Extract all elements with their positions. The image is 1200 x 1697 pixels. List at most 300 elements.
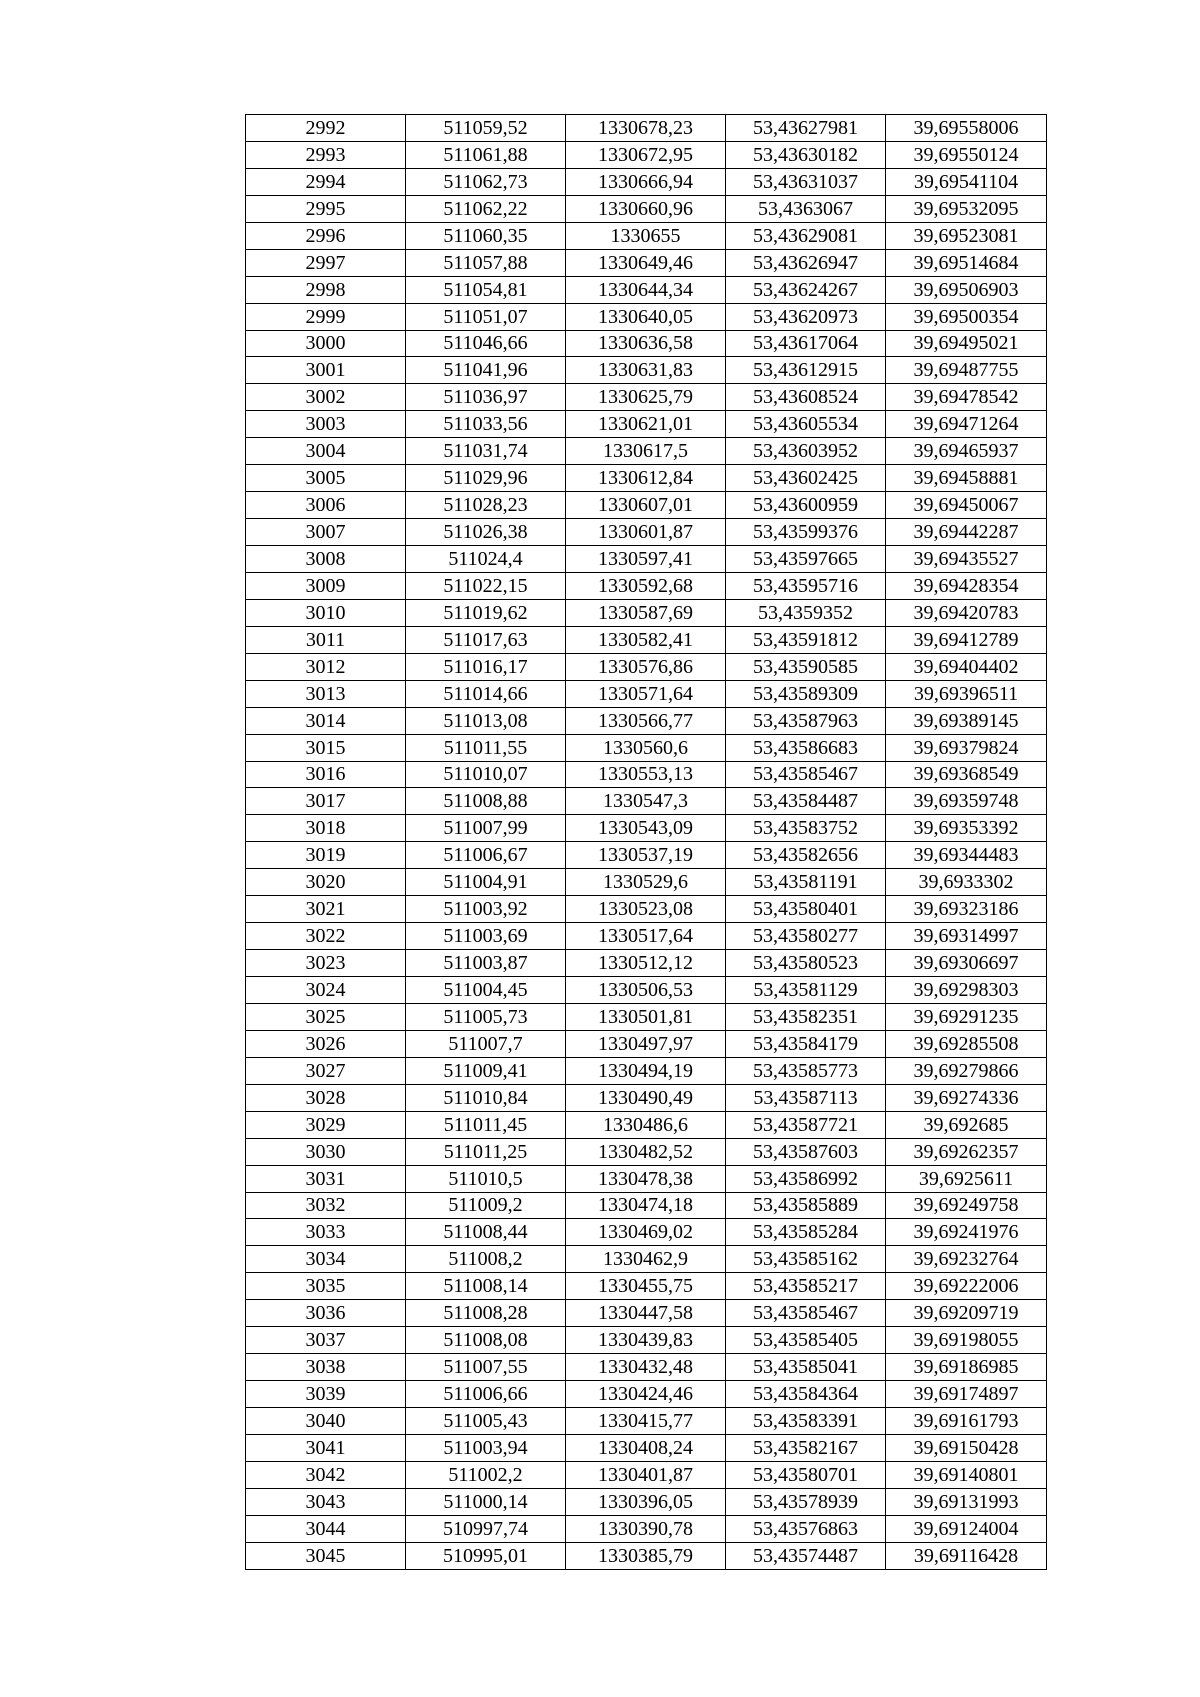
- table-row: [246, 546, 1047, 573]
- y-coordinate-cell: 1330631,83: [566, 357, 726, 384]
- latitude-cell: 53,43624267: [726, 276, 886, 303]
- y-coordinate-cell: 1330390,78: [566, 1515, 726, 1542]
- table-row: [246, 1246, 1047, 1273]
- table-row: [246, 950, 1047, 977]
- longitude-cell: 39,69442287: [886, 519, 1047, 546]
- table-row: [246, 869, 1047, 896]
- table-row: [246, 222, 1047, 249]
- table-row: [246, 761, 1047, 788]
- latitude-cell: 53,43574487: [726, 1542, 886, 1569]
- x-coordinate-cell: 511007,7: [406, 1030, 566, 1057]
- latitude-cell: 53,43585773: [726, 1057, 886, 1084]
- x-coordinate-cell: 511011,45: [406, 1111, 566, 1138]
- longitude-cell: 39,69274336: [886, 1084, 1047, 1111]
- point-number-cell: 3021: [246, 896, 406, 923]
- y-coordinate-cell: 1330560,6: [566, 734, 726, 761]
- table-row: [246, 1111, 1047, 1138]
- x-coordinate-cell: 510997,74: [406, 1515, 566, 1542]
- x-coordinate-cell: 511029,96: [406, 465, 566, 492]
- table-row: [246, 438, 1047, 465]
- y-coordinate-cell: 1330490,49: [566, 1084, 726, 1111]
- longitude-cell: 39,69344483: [886, 842, 1047, 869]
- table-row: [246, 1138, 1047, 1165]
- latitude-cell: 53,43600959: [726, 492, 886, 519]
- longitude-cell: 39,69500354: [886, 303, 1047, 330]
- longitude-cell: 39,69471264: [886, 411, 1047, 438]
- x-coordinate-cell: 511008,28: [406, 1300, 566, 1327]
- point-number-cell: 3031: [246, 1165, 406, 1192]
- latitude-cell: 53,43587963: [726, 707, 886, 734]
- x-coordinate-cell: 511062,73: [406, 168, 566, 195]
- point-number-cell: 3013: [246, 680, 406, 707]
- coordinates-table-body: [246, 115, 1047, 1570]
- latitude-cell: 53,43580523: [726, 950, 886, 977]
- x-coordinate-cell: 511010,07: [406, 761, 566, 788]
- latitude-cell: 53,43585467: [726, 761, 886, 788]
- latitude-cell: 53,43586992: [726, 1165, 886, 1192]
- x-coordinate-cell: 511000,14: [406, 1488, 566, 1515]
- longitude-cell: 39,69506903: [886, 276, 1047, 303]
- y-coordinate-cell: 1330537,19: [566, 842, 726, 869]
- latitude-cell: 53,43584364: [726, 1381, 886, 1408]
- x-coordinate-cell: 511009,41: [406, 1057, 566, 1084]
- point-number-cell: 2999: [246, 303, 406, 330]
- table-row: [246, 357, 1047, 384]
- point-number-cell: 3023: [246, 950, 406, 977]
- longitude-cell: 39,69514684: [886, 249, 1047, 276]
- table-row: [246, 465, 1047, 492]
- longitude-cell: 39,69541104: [886, 168, 1047, 195]
- table-row: [246, 707, 1047, 734]
- longitude-cell: 39,69389145: [886, 707, 1047, 734]
- y-coordinate-cell: 1330655: [566, 222, 726, 249]
- y-coordinate-cell: 1330644,34: [566, 276, 726, 303]
- longitude-cell: 39,69291235: [886, 1003, 1047, 1030]
- table-row: [246, 303, 1047, 330]
- latitude-cell: 53,43626947: [726, 249, 886, 276]
- table-row: [246, 815, 1047, 842]
- latitude-cell: 53,43585467: [726, 1300, 886, 1327]
- table-row: [246, 788, 1047, 815]
- x-coordinate-cell: 511019,62: [406, 599, 566, 626]
- y-coordinate-cell: 1330678,23: [566, 115, 726, 142]
- table-row: [246, 1192, 1047, 1219]
- longitude-cell: 39,69298303: [886, 977, 1047, 1004]
- y-coordinate-cell: 1330432,48: [566, 1354, 726, 1381]
- x-coordinate-cell: 511006,67: [406, 842, 566, 869]
- y-coordinate-cell: 1330576,86: [566, 653, 726, 680]
- latitude-cell: 53,43587603: [726, 1138, 886, 1165]
- point-number-cell: 3008: [246, 546, 406, 573]
- x-coordinate-cell: 511057,88: [406, 249, 566, 276]
- longitude-cell: 39,69306697: [886, 950, 1047, 977]
- longitude-cell: 39,69232764: [886, 1246, 1047, 1273]
- x-coordinate-cell: 511010,84: [406, 1084, 566, 1111]
- point-number-cell: 3038: [246, 1354, 406, 1381]
- y-coordinate-cell: 1330621,01: [566, 411, 726, 438]
- table-row: [246, 384, 1047, 411]
- y-coordinate-cell: 1330497,97: [566, 1030, 726, 1057]
- y-coordinate-cell: 1330601,87: [566, 519, 726, 546]
- latitude-cell: 53,43580401: [726, 896, 886, 923]
- longitude-cell: 39,69379824: [886, 734, 1047, 761]
- point-number-cell: 2994: [246, 168, 406, 195]
- latitude-cell: 53,43590585: [726, 653, 886, 680]
- point-number-cell: 3018: [246, 815, 406, 842]
- latitude-cell: 53,43605534: [726, 411, 886, 438]
- longitude-cell: 39,69404402: [886, 653, 1047, 680]
- x-coordinate-cell: 511003,69: [406, 923, 566, 950]
- longitude-cell: 39,69412789: [886, 626, 1047, 653]
- longitude-cell: 39,69450067: [886, 492, 1047, 519]
- point-number-cell: 3032: [246, 1192, 406, 1219]
- point-number-cell: 3016: [246, 761, 406, 788]
- x-coordinate-cell: 511005,43: [406, 1408, 566, 1435]
- x-coordinate-cell: 511060,35: [406, 222, 566, 249]
- latitude-cell: 53,43620973: [726, 303, 886, 330]
- y-coordinate-cell: 1330482,52: [566, 1138, 726, 1165]
- x-coordinate-cell: 511008,44: [406, 1219, 566, 1246]
- longitude-cell: 39,69131993: [886, 1488, 1047, 1515]
- point-number-cell: 3002: [246, 384, 406, 411]
- y-coordinate-cell: 1330447,58: [566, 1300, 726, 1327]
- latitude-cell: 53,43587721: [726, 1111, 886, 1138]
- longitude-cell: 39,69262357: [886, 1138, 1047, 1165]
- x-coordinate-cell: 511022,15: [406, 572, 566, 599]
- longitude-cell: 39,69353392: [886, 815, 1047, 842]
- x-coordinate-cell: 511016,17: [406, 653, 566, 680]
- point-number-cell: 3039: [246, 1381, 406, 1408]
- table-row: [246, 923, 1047, 950]
- point-number-cell: 2998: [246, 276, 406, 303]
- x-coordinate-cell: 511041,96: [406, 357, 566, 384]
- table-row: [246, 276, 1047, 303]
- x-coordinate-cell: 511017,63: [406, 626, 566, 653]
- latitude-cell: 53,43582167: [726, 1434, 886, 1461]
- table-row: [246, 1030, 1047, 1057]
- longitude-cell: 39,69124004: [886, 1515, 1047, 1542]
- latitude-cell: 53,4363067: [726, 195, 886, 222]
- x-coordinate-cell: 511024,4: [406, 546, 566, 573]
- point-number-cell: 2997: [246, 249, 406, 276]
- x-coordinate-cell: 511003,94: [406, 1434, 566, 1461]
- point-number-cell: 3011: [246, 626, 406, 653]
- table-row: [246, 1003, 1047, 1030]
- y-coordinate-cell: 1330424,46: [566, 1381, 726, 1408]
- longitude-cell: 39,69550124: [886, 141, 1047, 168]
- x-coordinate-cell: 511054,81: [406, 276, 566, 303]
- longitude-cell: 39,69465937: [886, 438, 1047, 465]
- x-coordinate-cell: 511008,14: [406, 1273, 566, 1300]
- latitude-cell: 53,43591812: [726, 626, 886, 653]
- latitude-cell: 53,43586683: [726, 734, 886, 761]
- table-row: [246, 1515, 1047, 1542]
- point-number-cell: 3035: [246, 1273, 406, 1300]
- point-number-cell: 3025: [246, 1003, 406, 1030]
- point-number-cell: 3009: [246, 572, 406, 599]
- y-coordinate-cell: 1330415,77: [566, 1408, 726, 1435]
- latitude-cell: 53,43582351: [726, 1003, 886, 1030]
- y-coordinate-cell: 1330547,3: [566, 788, 726, 815]
- latitude-cell: 53,43585284: [726, 1219, 886, 1246]
- table-row: [246, 115, 1047, 142]
- latitude-cell: 53,43631037: [726, 168, 886, 195]
- y-coordinate-cell: 1330501,81: [566, 1003, 726, 1030]
- y-coordinate-cell: 1330649,46: [566, 249, 726, 276]
- y-coordinate-cell: 1330506,53: [566, 977, 726, 1004]
- y-coordinate-cell: 1330494,19: [566, 1057, 726, 1084]
- y-coordinate-cell: 1330408,24: [566, 1434, 726, 1461]
- x-coordinate-cell: 510995,01: [406, 1542, 566, 1569]
- point-number-cell: 3017: [246, 788, 406, 815]
- y-coordinate-cell: 1330672,95: [566, 141, 726, 168]
- longitude-cell: 39,69323186: [886, 896, 1047, 923]
- point-number-cell: 2995: [246, 195, 406, 222]
- point-number-cell: 3045: [246, 1542, 406, 1569]
- x-coordinate-cell: 511004,45: [406, 977, 566, 1004]
- latitude-cell: 53,43581129: [726, 977, 886, 1004]
- latitude-cell: 53,4359352: [726, 599, 886, 626]
- table-row: [246, 1057, 1047, 1084]
- point-number-cell: 3006: [246, 492, 406, 519]
- x-coordinate-cell: 511062,22: [406, 195, 566, 222]
- point-number-cell: 2992: [246, 115, 406, 142]
- x-coordinate-cell: 511059,52: [406, 115, 566, 142]
- y-coordinate-cell: 1330597,41: [566, 546, 726, 573]
- x-coordinate-cell: 511010,5: [406, 1165, 566, 1192]
- longitude-cell: 39,69209719: [886, 1300, 1047, 1327]
- x-coordinate-cell: 511002,2: [406, 1461, 566, 1488]
- latitude-cell: 53,43578939: [726, 1488, 886, 1515]
- longitude-cell: 39,69279866: [886, 1057, 1047, 1084]
- point-number-cell: 3001: [246, 357, 406, 384]
- latitude-cell: 53,43585217: [726, 1273, 886, 1300]
- x-coordinate-cell: 511031,74: [406, 438, 566, 465]
- y-coordinate-cell: 1330636,58: [566, 330, 726, 357]
- point-number-cell: 3029: [246, 1111, 406, 1138]
- y-coordinate-cell: 1330582,41: [566, 626, 726, 653]
- table-row: [246, 896, 1047, 923]
- x-coordinate-cell: 511007,99: [406, 815, 566, 842]
- latitude-cell: 53,43612915: [726, 357, 886, 384]
- y-coordinate-cell: 1330469,02: [566, 1219, 726, 1246]
- x-coordinate-cell: 511006,66: [406, 1381, 566, 1408]
- table-row: [246, 842, 1047, 869]
- point-number-cell: 2996: [246, 222, 406, 249]
- x-coordinate-cell: 511008,2: [406, 1246, 566, 1273]
- point-number-cell: 3024: [246, 977, 406, 1004]
- y-coordinate-cell: 1330455,75: [566, 1273, 726, 1300]
- y-coordinate-cell: 1330474,18: [566, 1192, 726, 1219]
- x-coordinate-cell: 511004,91: [406, 869, 566, 896]
- x-coordinate-cell: 511003,92: [406, 896, 566, 923]
- longitude-cell: 39,69174897: [886, 1381, 1047, 1408]
- point-number-cell: 3020: [246, 869, 406, 896]
- longitude-cell: 39,69558006: [886, 115, 1047, 142]
- longitude-cell: 39,6933302: [886, 869, 1047, 896]
- y-coordinate-cell: 1330543,09: [566, 815, 726, 842]
- point-number-cell: 3010: [246, 599, 406, 626]
- longitude-cell: 39,69487755: [886, 357, 1047, 384]
- latitude-cell: 53,43585889: [726, 1192, 886, 1219]
- table-row: [246, 572, 1047, 599]
- y-coordinate-cell: 1330587,69: [566, 599, 726, 626]
- y-coordinate-cell: 1330523,08: [566, 896, 726, 923]
- y-coordinate-cell: 1330396,05: [566, 1488, 726, 1515]
- x-coordinate-cell: 511028,23: [406, 492, 566, 519]
- longitude-cell: 39,69116428: [886, 1542, 1047, 1569]
- y-coordinate-cell: 1330566,77: [566, 707, 726, 734]
- longitude-cell: 39,69222006: [886, 1273, 1047, 1300]
- table-row: [246, 195, 1047, 222]
- latitude-cell: 53,43585405: [726, 1327, 886, 1354]
- point-number-cell: 3027: [246, 1057, 406, 1084]
- table-row: [246, 519, 1047, 546]
- point-number-cell: 3019: [246, 842, 406, 869]
- point-number-cell: 3026: [246, 1030, 406, 1057]
- table-row: [246, 330, 1047, 357]
- latitude-cell: 53,43627981: [726, 115, 886, 142]
- y-coordinate-cell: 1330486,6: [566, 1111, 726, 1138]
- longitude-cell: 39,69368549: [886, 761, 1047, 788]
- y-coordinate-cell: 1330529,6: [566, 869, 726, 896]
- point-number-cell: 3022: [246, 923, 406, 950]
- point-number-cell: 3033: [246, 1219, 406, 1246]
- latitude-cell: 53,43608524: [726, 384, 886, 411]
- point-number-cell: 3012: [246, 653, 406, 680]
- y-coordinate-cell: 1330617,5: [566, 438, 726, 465]
- longitude-cell: 39,69285508: [886, 1030, 1047, 1057]
- point-number-cell: 3041: [246, 1434, 406, 1461]
- point-number-cell: 3034: [246, 1246, 406, 1273]
- x-coordinate-cell: 511009,2: [406, 1192, 566, 1219]
- y-coordinate-cell: 1330607,01: [566, 492, 726, 519]
- point-number-cell: 3030: [246, 1138, 406, 1165]
- x-coordinate-cell: 511033,56: [406, 411, 566, 438]
- coordinates-table: [245, 114, 1047, 1570]
- latitude-cell: 53,43581191: [726, 869, 886, 896]
- y-coordinate-cell: 1330660,96: [566, 195, 726, 222]
- longitude-cell: 39,692685: [886, 1111, 1047, 1138]
- table-row: [246, 168, 1047, 195]
- table-row: [246, 1084, 1047, 1111]
- y-coordinate-cell: 1330571,64: [566, 680, 726, 707]
- x-coordinate-cell: 511014,66: [406, 680, 566, 707]
- longitude-cell: 39,69420783: [886, 599, 1047, 626]
- point-number-cell: 3042: [246, 1461, 406, 1488]
- x-coordinate-cell: 511008,08: [406, 1327, 566, 1354]
- x-coordinate-cell: 511036,97: [406, 384, 566, 411]
- x-coordinate-cell: 511007,55: [406, 1354, 566, 1381]
- y-coordinate-cell: 1330512,12: [566, 950, 726, 977]
- longitude-cell: 39,69198055: [886, 1327, 1047, 1354]
- table-row: [246, 1408, 1047, 1435]
- table-row: [246, 249, 1047, 276]
- table-row: [246, 1542, 1047, 1569]
- latitude-cell: 53,43580701: [726, 1461, 886, 1488]
- latitude-cell: 53,43589309: [726, 680, 886, 707]
- x-coordinate-cell: 511061,88: [406, 141, 566, 168]
- table-row: [246, 1381, 1047, 1408]
- longitude-cell: 39,69478542: [886, 384, 1047, 411]
- longitude-cell: 39,69186985: [886, 1354, 1047, 1381]
- table-row: [246, 1354, 1047, 1381]
- y-coordinate-cell: 1330401,87: [566, 1461, 726, 1488]
- latitude-cell: 53,43583391: [726, 1408, 886, 1435]
- table-row: [246, 1327, 1047, 1354]
- latitude-cell: 53,43580277: [726, 923, 886, 950]
- y-coordinate-cell: 1330478,38: [566, 1165, 726, 1192]
- latitude-cell: 53,43585162: [726, 1246, 886, 1273]
- point-number-cell: 3037: [246, 1327, 406, 1354]
- point-number-cell: 3004: [246, 438, 406, 465]
- table-row: [246, 492, 1047, 519]
- table-row: [246, 1488, 1047, 1515]
- longitude-cell: 39,69359748: [886, 788, 1047, 815]
- table-row: [246, 653, 1047, 680]
- point-number-cell: 3040: [246, 1408, 406, 1435]
- table-row: [246, 1434, 1047, 1461]
- table-row: [246, 1165, 1047, 1192]
- latitude-cell: 53,43630182: [726, 141, 886, 168]
- longitude-cell: 39,69140801: [886, 1461, 1047, 1488]
- latitude-cell: 53,43585041: [726, 1354, 886, 1381]
- table-row: [246, 1300, 1047, 1327]
- longitude-cell: 39,69314997: [886, 923, 1047, 950]
- table-row: [246, 626, 1047, 653]
- latitude-cell: 53,43584179: [726, 1030, 886, 1057]
- latitude-cell: 53,43583752: [726, 815, 886, 842]
- table-row: [246, 680, 1047, 707]
- longitude-cell: 39,69435527: [886, 546, 1047, 573]
- latitude-cell: 53,43602425: [726, 465, 886, 492]
- y-coordinate-cell: 1330666,94: [566, 168, 726, 195]
- x-coordinate-cell: 511003,87: [406, 950, 566, 977]
- longitude-cell: 39,69249758: [886, 1192, 1047, 1219]
- point-number-cell: 3005: [246, 465, 406, 492]
- table-row: [246, 1219, 1047, 1246]
- latitude-cell: 53,43582656: [726, 842, 886, 869]
- table-row: [246, 599, 1047, 626]
- longitude-cell: 39,69532095: [886, 195, 1047, 222]
- point-number-cell: 2993: [246, 141, 406, 168]
- x-coordinate-cell: 511011,55: [406, 734, 566, 761]
- latitude-cell: 53,43576863: [726, 1515, 886, 1542]
- longitude-cell: 39,69161793: [886, 1408, 1047, 1435]
- x-coordinate-cell: 511011,25: [406, 1138, 566, 1165]
- longitude-cell: 39,69396511: [886, 680, 1047, 707]
- x-coordinate-cell: 511046,66: [406, 330, 566, 357]
- latitude-cell: 53,43595716: [726, 572, 886, 599]
- table-row: [246, 734, 1047, 761]
- y-coordinate-cell: 1330640,05: [566, 303, 726, 330]
- latitude-cell: 53,43617064: [726, 330, 886, 357]
- point-number-cell: 3044: [246, 1515, 406, 1542]
- point-number-cell: 3028: [246, 1084, 406, 1111]
- latitude-cell: 53,43587113: [726, 1084, 886, 1111]
- table-row: [246, 411, 1047, 438]
- point-number-cell: 3014: [246, 707, 406, 734]
- table-row: [246, 1273, 1047, 1300]
- y-coordinate-cell: 1330517,64: [566, 923, 726, 950]
- y-coordinate-cell: 1330462,9: [566, 1246, 726, 1273]
- y-coordinate-cell: 1330385,79: [566, 1542, 726, 1569]
- longitude-cell: 39,69458881: [886, 465, 1047, 492]
- longitude-cell: 39,69523081: [886, 222, 1047, 249]
- point-number-cell: 3007: [246, 519, 406, 546]
- x-coordinate-cell: 511008,88: [406, 788, 566, 815]
- latitude-cell: 53,43603952: [726, 438, 886, 465]
